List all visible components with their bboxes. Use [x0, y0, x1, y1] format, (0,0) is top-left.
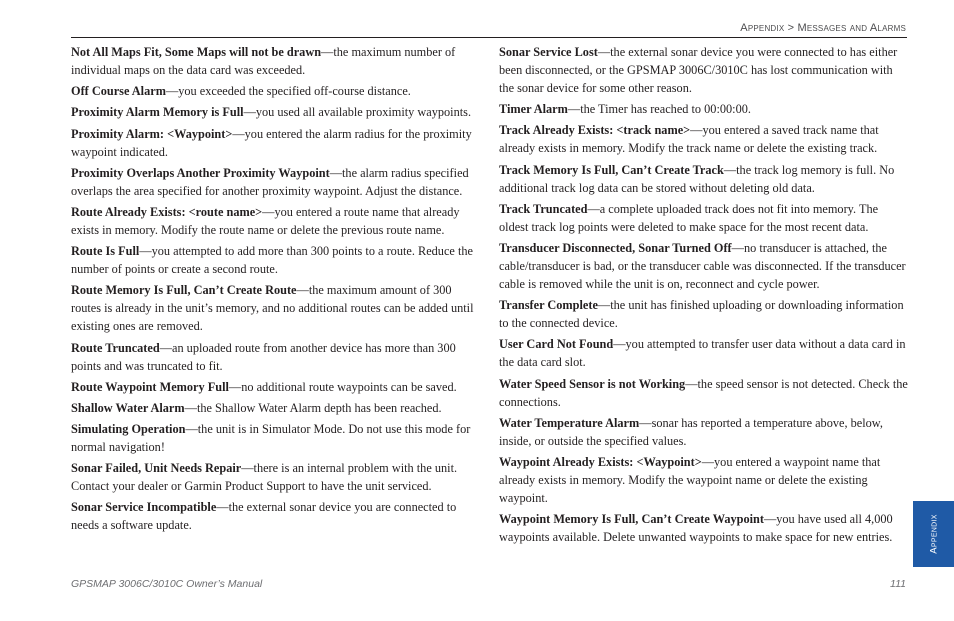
message-description: —you attempted to add more than 300 points to a route. Reduce the number of points or create a second route.	[71, 244, 473, 277]
message-description: —an uploaded route from another device has more than 300 points and was truncated to fit.	[71, 340, 456, 373]
message-description: —you exceeded the specified off-course distance.	[165, 84, 411, 99]
message-description: —you have used all 4,000 waypoints available. Delete unwanted waypoints to make space for new entries.	[499, 512, 893, 545]
message-entry	[71, 164, 479, 200]
message-term: Transfer Complete	[499, 298, 598, 313]
right-column	[499, 43, 909, 549]
message-description: —the Timer has reached to 00:00:00.	[567, 102, 751, 117]
message-term: Sonar Failed, Unit Needs Repair	[71, 461, 242, 476]
message-entry	[71, 82, 479, 100]
message-description: —the unit has finished uploading or downloading information to the connected device.	[499, 298, 904, 331]
message-term: Track Already Exists: <track name>	[499, 123, 691, 138]
message-term: Route Memory Is Full, Can’t Create Route	[71, 283, 297, 298]
message-description: —no additional route waypoints can be saved.	[228, 379, 457, 394]
message-entry	[499, 239, 909, 293]
message-term: Shallow Water Alarm	[71, 400, 185, 415]
message-description: —the external sonar device you were connected to has either been disconnected, or the GPSMAP 3006C/3010C has lost communication with the sonar device for some other reason.	[499, 45, 898, 95]
message-description: —you entered a route name that already exists in memory. Modify the route name or delete the previous route name.	[71, 204, 460, 237]
message-entry	[71, 43, 479, 79]
message-entry	[71, 498, 479, 534]
message-description: —sonar has reported a temperature above, below, inside, or outside the specified values.	[499, 415, 883, 448]
message-entry	[71, 281, 479, 335]
message-entry	[71, 378, 479, 396]
message-entry	[71, 420, 479, 456]
message-term: Route Already Exists: <route name>	[71, 204, 263, 219]
message-term: Route Is Full	[71, 244, 140, 259]
message-term: Sonar Service Lost	[499, 45, 598, 59]
message-description: —the maximum number of individual maps on the data card was exceeded.	[71, 45, 456, 77]
message-description: —you entered a saved track name that already exists in memory. Modify the track name or delete the existing track.	[499, 123, 879, 156]
message-term: Sonar Service Incompatible	[71, 500, 217, 515]
message-term: Proximity Alarm: <Waypoint>	[71, 126, 233, 141]
message-description: —the alarm radius specified overlaps the area specified for another proximity waypoint. Adjust the distance.	[71, 165, 469, 198]
message-entry	[71, 103, 479, 121]
message-description: —no transducer is attached, the cable/transducer is bad, or the transducer cable was disconnected. If the transducer cable is removed while the unit is on, reconnect and cycle power.	[499, 240, 906, 291]
manual-title: GPSMAP 3006C/3010C Owner’s Manual	[71, 578, 263, 590]
message-entry	[499, 296, 909, 332]
header-rule	[71, 37, 907, 38]
message-term: Track Truncated	[499, 201, 588, 216]
message-term: Waypoint Memory Is Full, Can’t Create Waypoint	[499, 512, 764, 527]
page-number: 111	[890, 578, 906, 590]
message-description: —you entered a waypoint name that already exists in memory. Modify the waypoint name or delete the existing waypoint.	[499, 454, 881, 505]
appendix-side-tab[interactable]	[913, 501, 954, 567]
message-term: Track Memory Is Full, Can’t Create Track	[499, 162, 724, 177]
message-term: Simulating Operation	[71, 422, 186, 437]
message-term: User Card Not Found	[499, 337, 614, 352]
message-term: Not All Maps Fit, Some Maps will not be drawn	[71, 45, 322, 59]
message-entry	[71, 459, 479, 495]
message-term: Route Waypoint Memory Full	[71, 379, 229, 394]
message-entry	[499, 375, 909, 411]
message-entry	[499, 414, 909, 450]
breadcrumb: Appendix > Messages and Alarms	[740, 22, 906, 34]
message-entry	[71, 242, 479, 278]
message-term: Proximity Alarm Memory is Full	[71, 105, 244, 120]
message-entry	[499, 161, 909, 197]
message-description: —the track log memory is full. No additional track log data can be stored without deleting old data.	[499, 162, 895, 195]
message-description: —you attempted to transfer user data without a data card in the data card slot.	[499, 337, 906, 370]
message-description: —you entered the alarm radius for the proximity waypoint indicated.	[71, 126, 472, 159]
message-description: —the speed sensor is not detected. Check the connections.	[499, 376, 908, 409]
message-term: Route Truncated	[71, 340, 160, 355]
message-description: —you used all available proximity waypoints.	[243, 105, 472, 120]
message-entry	[499, 100, 909, 118]
message-term: Timer Alarm	[499, 102, 568, 117]
message-description: —there is an internal problem with the unit. Contact your dealer or Garmin Product Support to have the unit serviced.	[71, 461, 458, 494]
message-entry	[71, 125, 479, 161]
left-column	[71, 43, 479, 538]
message-term: Off Course Alarm	[71, 84, 166, 99]
message-description: —the Shallow Water Alarm depth has been reached.	[184, 400, 442, 415]
message-entry	[499, 121, 909, 157]
message-entry	[499, 335, 909, 371]
message-term: Water Speed Sensor is not Working	[499, 376, 686, 391]
message-entry	[71, 399, 479, 417]
message-term: Waypoint Already Exists: <Waypoint>	[499, 454, 702, 469]
appendix-tab-label: Appendix	[928, 514, 939, 554]
message-term: Transducer Disconnected, Sonar Turned Off	[499, 240, 732, 255]
message-description: —the external sonar device you are connected to needs a software update.	[71, 500, 457, 533]
message-description: —a complete uploaded track does not fit into memory. The oldest track log points were deleted to make space for the most recent data.	[499, 201, 879, 234]
message-term: Water Temperature Alarm	[499, 415, 640, 430]
message-description: —the unit is in Simulator Mode. Do not use this mode for normal navigation!	[71, 422, 471, 455]
message-entry	[499, 43, 909, 97]
message-entry	[499, 453, 909, 507]
message-entry	[71, 339, 479, 375]
message-entry	[499, 200, 909, 236]
message-term: Proximity Overlaps Another Proximity Waypoint	[71, 165, 330, 180]
message-description: —the maximum amount of 300 routes is already in the unit’s memory, and no additional routes can be added until existing ones are removed.	[71, 283, 474, 334]
message-entry	[499, 510, 909, 546]
message-entry	[71, 203, 479, 239]
